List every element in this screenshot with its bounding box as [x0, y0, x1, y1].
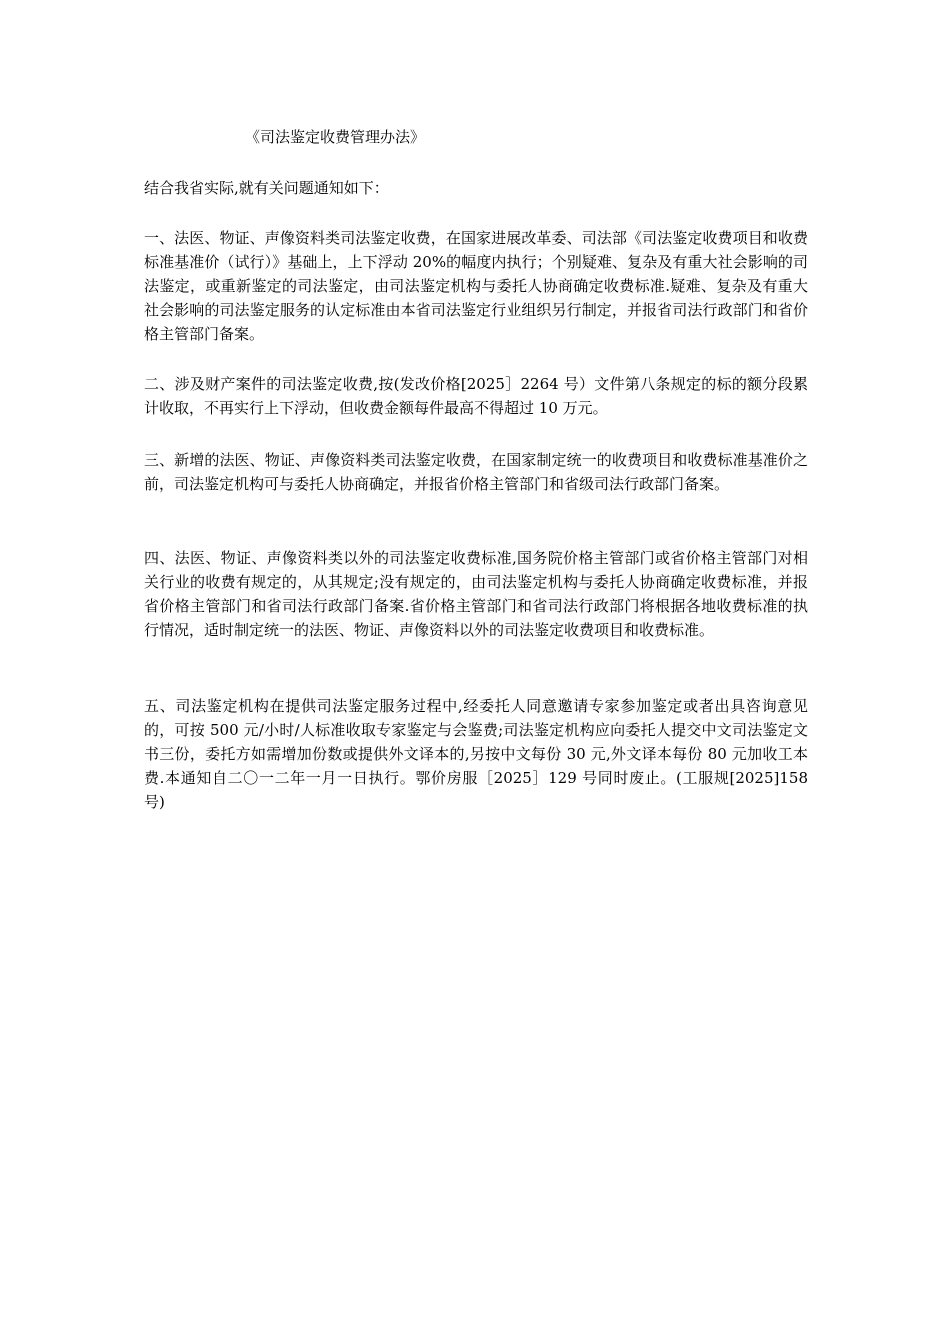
paragraph-5: 五、司法鉴定机构在提供司法鉴定服务过程中,经委托人同意邀请专家参加鉴定或者出具咨询意见的，可按 500 元/小时/人标准收取专家鉴定与会鉴费;司法鉴定机构应向委托人提交中文司法鉴定文书三份，委托方如需增加份数或提供外文译本的,另按中文每份 30 元,外文译本每份 80 元加收工本费.本通知自二〇一二年一月一日执行。鄂价房服［2025］129 号同时废止。(工服规[2025]158 号) [144, 697, 808, 811]
paragraph-3: 三、新增的法医、物证、声像资料类司法鉴定收费，在国家制定统一的收费项目和收费标准基准价之前，司法鉴定机构可与委托人协商确定，并报省价格主管部门和省级司法行政部门备案。 [144, 451, 808, 493]
paragraph-2: 二、涉及财产案件的司法鉴定收费,按(发改价格[2025］2264 号）文件第八条规定的标的额分段累计收取，不再实行上下浮动，但收费金额每件最高不得超过 10 万元。 [144, 375, 808, 417]
document-title: 《司法鉴定收费管理办法》 [245, 128, 426, 146]
paragraph-4: 四、法医、物证、声像资料类以外的司法鉴定收费标准,国务院价格主管部门或省价格主管部门对相关行业的收费有规定的，从其规定;没有规定的，由司法鉴定机构与委托人协商确定收费标准，并报省价格主管部门和省司法行政部门备案.省价格主管部门和省司法行政部门将根据各地收费标准的执行情况，适时制定统一的法医、物证、声像资料以外的司法鉴定收费项目和收费标准。 [144, 549, 808, 639]
paragraph-1: 一、法医、物证、声像资料类司法鉴定收费，在国家进展改革委、司法部《司法鉴定收费项目和收费标准基准价（试行）》基础上，上下浮动 20%的幅度内执行；个别疑难、复杂及有重大社会影响的司法鉴定，或重新鉴定的司法鉴定，由司法鉴定机构与委托人协商确定收费标准.疑难、复杂及有重大社会影响的司法鉴定服务的认定标准由本省司法鉴定行业组织另行制定，并报省司法行政部门和省价格主管部门备案。 [144, 229, 808, 343]
intro-line: 结合我省实际,就有关问题通知如下： [144, 179, 389, 197]
